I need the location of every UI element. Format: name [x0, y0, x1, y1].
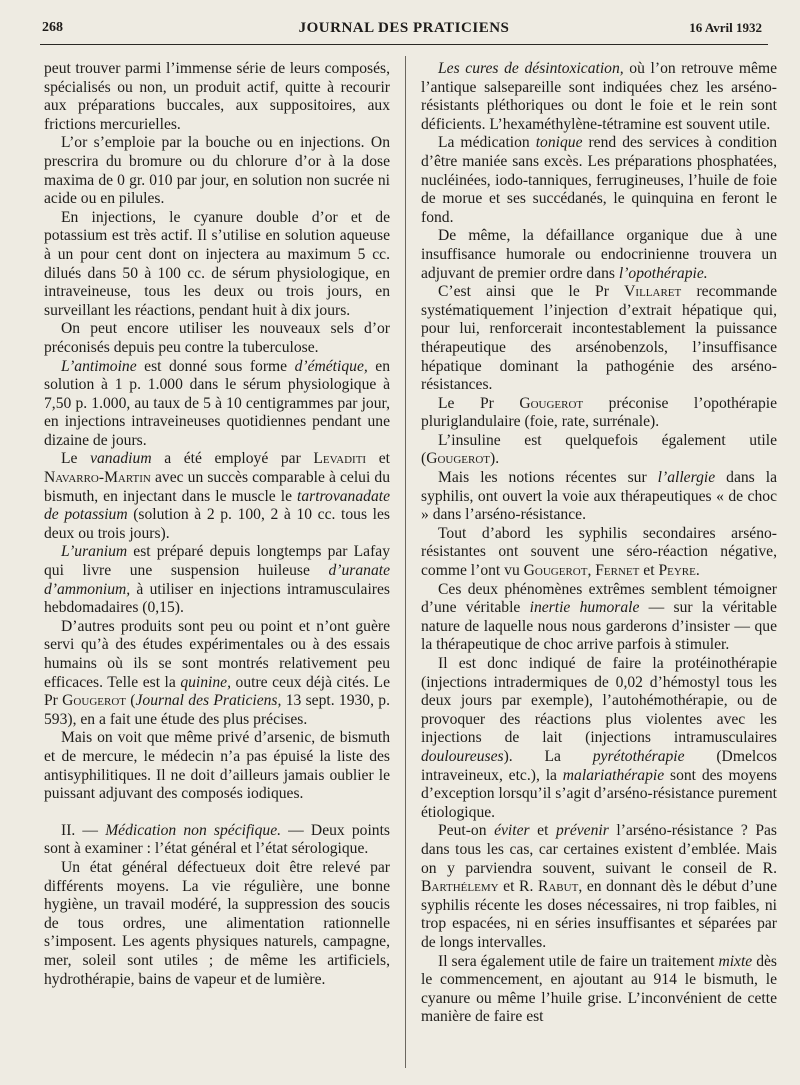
- page-number: 268: [42, 20, 63, 35]
- text-run: Le: [61, 450, 91, 468]
- paragraph: [44, 60, 390, 134]
- text-run: (Dmelcos intraveineux, etc.), la: [421, 747, 777, 784]
- paragraph: [44, 320, 390, 357]
- text-run: La médication: [438, 134, 536, 152]
- paragraph: [44, 729, 390, 803]
- paragraph: [421, 953, 777, 1027]
- paragraph: [421, 395, 777, 432]
- paragraph: [421, 581, 777, 655]
- text-run: et: [529, 822, 556, 840]
- italic-text: tonique: [535, 134, 583, 152]
- paragraph: [421, 283, 777, 395]
- text-run: D’autres produits sont peu ou point et n’ont guère servi qu’à des études expérimentales ou à des essais humains où ils se sont montrés relativement peu efficaces. Telle est la: [44, 617, 390, 691]
- right-column: [421, 60, 777, 1027]
- text-run: , en donnant dès le début d’une syphilis récente les doses nécessaires, ni trop faibles, ni trop espacées, ni en séries insuffisantes et séparées par de longs intervalles.: [421, 878, 777, 951]
- paragraph: [421, 432, 777, 469]
- author-name: Rabut: [537, 878, 579, 896]
- italic-text: d’émétique,: [294, 357, 368, 375]
- text-run: On peut encore utiliser les nouveaux sels d’or préconisés depuis peu contre la tuberculose.: [44, 320, 390, 356]
- text-run: 13 sept. 1930, p. 593), en a fait une étude des plus précises.: [44, 692, 390, 728]
- text-run: ).: [490, 450, 500, 468]
- text-run: Un état général défectueux doit être relevé par différents moyens. La vie régulière, une bonne hygiène, un travail modéré, la suppression des soucis de tous ordres, une alimentation rationnelle s’imposent. Les agents physiques naturels, campagne, mer, soleil sont utiles ; de même les artificiels, hydrothérapie, bains de vapeur et de lumière.: [44, 858, 390, 988]
- text-run: II. —: [61, 821, 106, 839]
- text-run: et: [366, 450, 390, 468]
- text-run: De même, la défaillance organique due à une insuffisance humorale ou endocrinienne trouvera un adjuvant de premier ordre dans: [421, 227, 777, 282]
- paragraph: [44, 618, 390, 730]
- text-run: et R.: [498, 878, 538, 896]
- italic-text: tartrovanadate de potassium: [44, 487, 390, 524]
- issue-date: 16 Avril 1932: [689, 20, 762, 35]
- text-run: L’or s’emploie par la bouche ou en injections. On prescrira du bromure ou du chlorure d’or à la dose maxima de 0 gr. 010 par jour, en solution non sucrée ni acide ou en pilules.: [44, 134, 390, 208]
- author-name: Gougerot: [523, 562, 588, 580]
- text-run: — Deux points sont à examiner : l’état général et l’état sérologique.: [44, 821, 390, 858]
- italic-text: malariathérapie: [562, 766, 665, 784]
- author-name: Villaret: [624, 283, 682, 301]
- paragraph: [421, 134, 777, 227]
- italic-text: Médication non spécifique.: [105, 821, 282, 839]
- author-name: Barthélemy: [421, 878, 499, 896]
- author-name: Levaditi: [313, 450, 367, 468]
- text-run: (solution à 2 p. 100, 2 à 10 cc. tous les deux ou trois jours).: [44, 506, 390, 542]
- text-run: En injections, le cyanure double d’or et de potassium est très actif. Il s’utilise en solution aqueuse à un pour cent dont on injectera au maximum 5 cc. dilués dans 50 à 100 cc. de sérum physiologique, en intraveineuse, tous les deux ou trois jours, en surveillant les réactions, pendant huit à dix jours.: [44, 208, 390, 319]
- italic-text: prévenir: [555, 822, 609, 840]
- text-run: Le Pr: [438, 394, 520, 412]
- italic-text: éviter: [494, 822, 530, 840]
- paragraph: [44, 543, 390, 617]
- text-run: avec un succès comparable à celui du bismuth, en injectant dans le muscle le: [44, 469, 390, 505]
- text-run: recommande systématiquement l’injection d’extrait hépatique qui, pour lui, renforcerait incontestablement la puissance thérapeutique des arsénobenzols, l’insuffisance hépatique dominant la pathogénie des arséno-résistances.: [421, 283, 777, 394]
- paragraph: [421, 655, 777, 822]
- author-name: Fernet: [595, 562, 640, 580]
- left-column: [44, 60, 390, 989]
- text-run: ,: [587, 562, 596, 580]
- author-name: Gougerot: [519, 394, 584, 412]
- paragraph: [44, 822, 390, 859]
- italic-text: L’uranium: [61, 543, 128, 561]
- italic-text: vanadium: [90, 450, 152, 468]
- text-run: où l’on retrouve même l’antique salsepareille sont indiquées chez les arséno-résistants pléthoriques ou dont le foie et le rein sont déficients. L’hexaméthylène-tétramine est souvent utile.: [421, 60, 777, 133]
- text-run: en solution à 1 p. 1.000 dans le sérum physiologique à 7,50 p. 1.000, au taux de 5 à 10 centigrammes par jour, en injections intraveineuses quotidiennes pendant une dizaine de jours.: [44, 357, 390, 449]
- text-run: dans la syphilis, ont ouvert la voie aux thérapeutiques « de choc » dans l’arséno-résistance.: [421, 469, 778, 524]
- text-run: dès le commencement, en ajoutant au 914 le bismuth, le cyanure ou même l’huile grise. L’inconvénient de cette manière de faire est: [421, 952, 777, 1026]
- italic-text: mixte: [718, 952, 753, 970]
- text-run: sont des moyens d’exception lorsqu’il s’agit d’arséno-résistance purement étiologique.: [421, 766, 777, 821]
- author-name: Peyre: [658, 562, 696, 580]
- author-name: Navarro-Martin: [44, 469, 151, 487]
- text-run: — sur la véritable nature de laquelle nous nous garderons d’insister — que la thérapeutique de choc arrive parfois à stimuler.: [421, 599, 777, 654]
- page-header: [40, 16, 768, 45]
- paragraph: [421, 227, 777, 283]
- author-name: Gougerot: [62, 692, 126, 710]
- italic-text: d’uranate d’ammonium,: [44, 562, 390, 598]
- paragraph: [44, 209, 390, 321]
- italic-text: Les cures de désintoxication,: [438, 60, 624, 77]
- text-run: préconise l’opothérapie pluriglandulaire (foie, rate, surrénale).: [421, 394, 777, 431]
- paragraph: [421, 525, 777, 581]
- italic-text: l’opothérapie.: [618, 264, 708, 282]
- text-run: a été employé par: [151, 450, 314, 468]
- text-run: rend des services à condition d’être maniée sans excès. Les préparations phosphatées, nucléinées, iodo-tanniques, ferrugineuses, l’huile de foie de morue et ses succédanés, le quinquina en feront le fond.: [421, 134, 777, 226]
- paragraph: [421, 60, 777, 134]
- column-divider: [405, 56, 406, 1068]
- text-run: ). La: [503, 747, 593, 765]
- text-run: .: [695, 562, 700, 580]
- text-run: Il sera également utile de faire un traitement: [438, 952, 719, 970]
- text-run: est préparé depuis longtemps par Lafay qui livre une suspension huileuse: [44, 543, 390, 580]
- paragraph: [44, 134, 390, 208]
- italic-text: l’allergie: [657, 469, 716, 487]
- journal-title: JOURNAL DES PRATICIENS: [298, 20, 510, 36]
- text-run: L’insuline est quelquefois également utile (: [421, 431, 777, 468]
- italic-text: inertie humorale: [529, 599, 640, 617]
- text-run: Tout d’abord les syphilis secondaires arséno-résistantes ont souvent une séro-réaction négative, comme l’ont vu: [421, 524, 777, 580]
- text-run: Ces deux phénomènes extrêmes semblent témoigner d’une véritable: [421, 580, 777, 617]
- text-run: Mais les notions récentes sur: [438, 469, 658, 487]
- text-run: (: [125, 692, 136, 710]
- text-run: Il est donc indiqué de faire la protéinothérapie (injections intradermiques de 0,02 d’hémostyl tous les deux jours par exemple), l’autohémothérapie, ou de provoquer des réactions plus violentes avec les injections de lait (injections intramusculaires: [421, 655, 777, 747]
- text-run: C’est ainsi que le Pr: [438, 283, 625, 301]
- text-run: et: [639, 562, 659, 580]
- paragraph: [421, 822, 777, 952]
- text-run: Mais on voit que même privé d’arsenic, de bismuth et de mercure, le médecin n’a pas épuisé la liste des antisyphilitiques. Il ne doit d’ailleurs jamais oublier le puissant adjuvant des composés iodiques.: [44, 729, 390, 803]
- paragraph: [44, 859, 390, 989]
- italic-text: douloureuses: [421, 747, 504, 765]
- paragraph: [44, 450, 390, 543]
- text-run: Peut-on: [438, 822, 495, 840]
- text-run: outre ceux déjà cités. Le Pr: [44, 673, 390, 710]
- text-run: l’arséno-résistance ? Pas dans tous les cas, car certaines existent d’emblée. Mais on y parviendra souvent, suivant le conseil de R.: [421, 822, 777, 877]
- text-run: est donné sous forme: [136, 357, 295, 375]
- italic-text: quinine,: [180, 673, 232, 691]
- text-run: peut trouver parmi l’immense série de leurs composés, spécialisés ou non, un produit actif, quitte à recourir aux préparations buccales, aux suppositoires, aux frictions mercurielles.: [44, 60, 390, 133]
- text-run: à utiliser en injections intramusculaires hebdomadaires (0,15).: [44, 580, 390, 617]
- paragraph: [421, 469, 777, 525]
- paragraph: [44, 358, 390, 451]
- italic-text: Journal des Praticiens,: [135, 692, 282, 710]
- author-name: Gougerot: [426, 450, 491, 468]
- italic-text: pyrétothérapie: [592, 747, 685, 765]
- italic-text: L’antimoine: [61, 357, 137, 375]
